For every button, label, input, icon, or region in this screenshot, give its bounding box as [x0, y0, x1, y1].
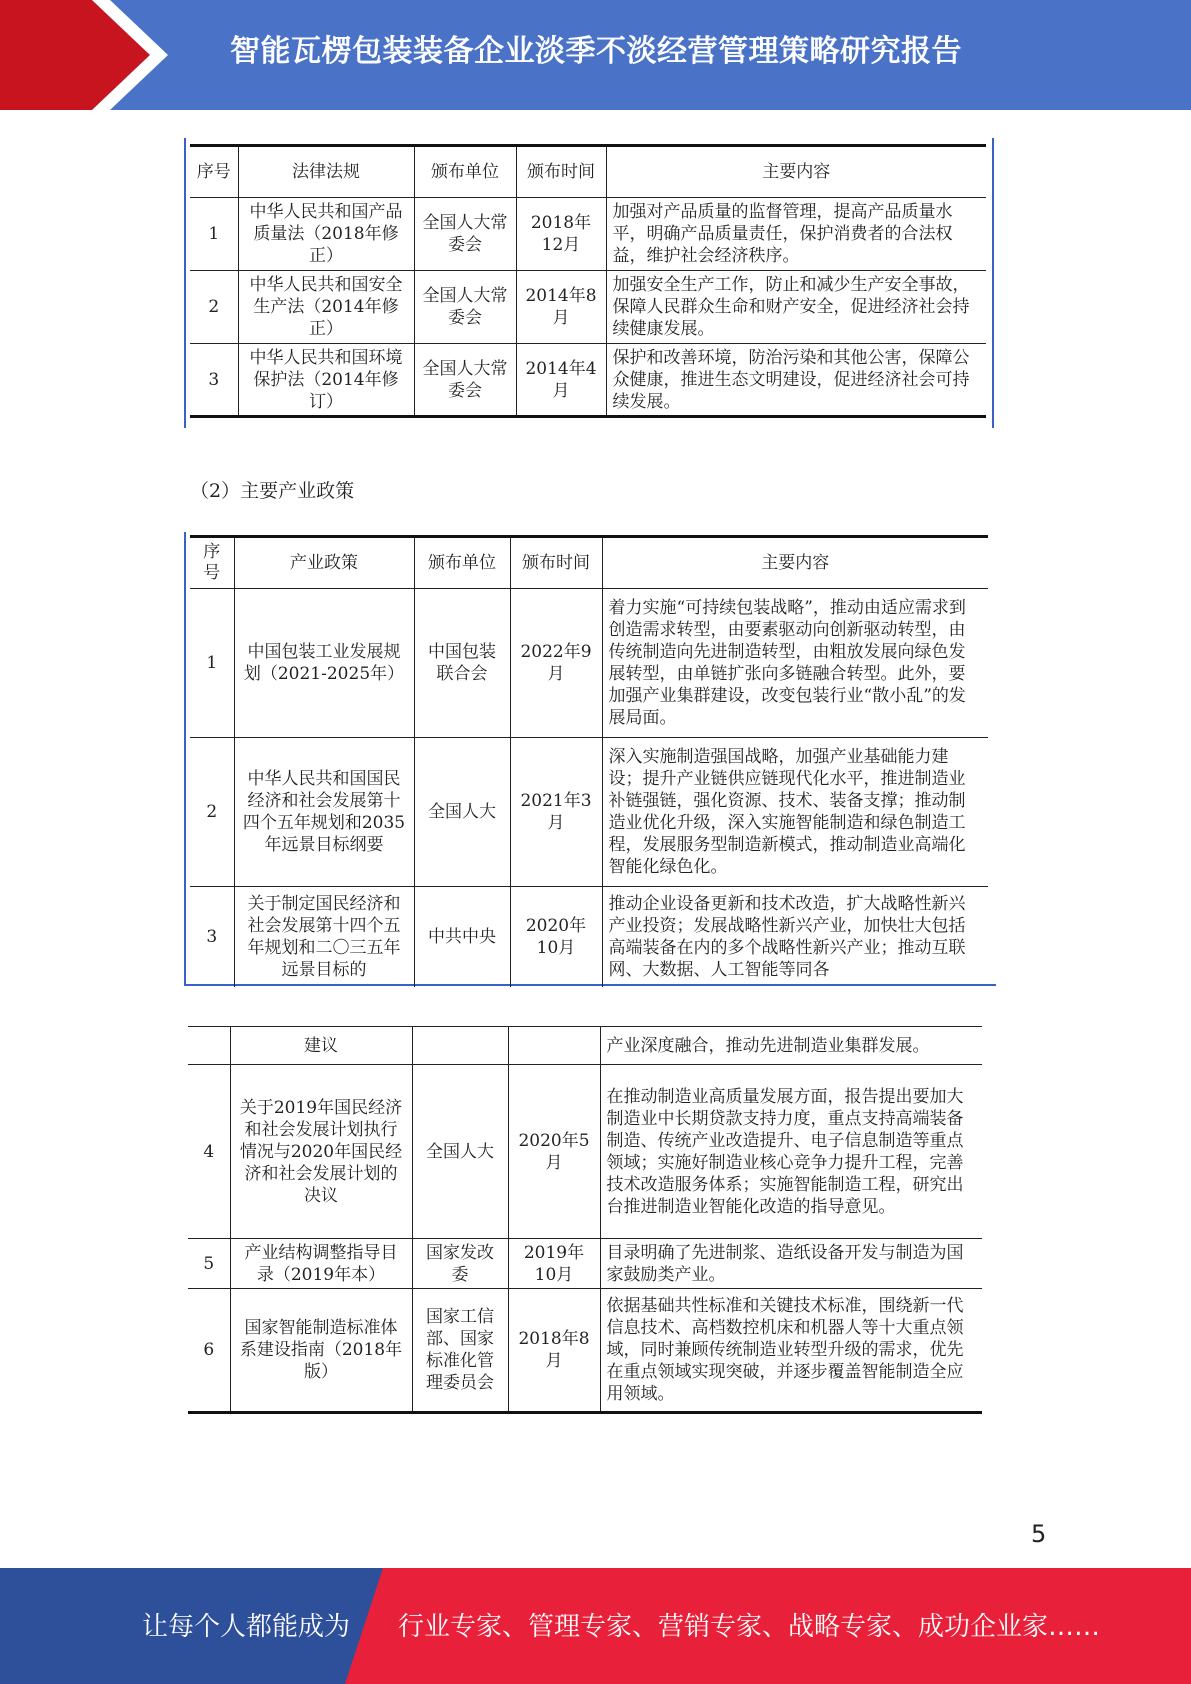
col-header-content: 主要内容 — [602, 537, 988, 589]
table-row — [190, 887, 988, 987]
cell-date: 2018年8月 — [508, 1289, 600, 1413]
page-header — [0, 0, 1191, 110]
cell-date: 2018年12月 — [516, 198, 606, 271]
table-row — [190, 344, 986, 417]
cell-content: 深入实施制造强国战略，加强产业基础能力建设；提升产业链供应链现代化水平，推进制造业补链强链，强化资源、技术、装备支撑；推动制造业优化升级，深入实施智能制造和绿色制造工程，发展服务型制造新模式，推动制造业高端化智能化绿色化。 — [602, 738, 988, 887]
col-header-index: 序号 — [190, 146, 238, 198]
cell-issuer: 中国包装联合会 — [414, 589, 510, 738]
cell-issuer: 国家工信部、国家标准化管理委员会 — [412, 1289, 508, 1413]
cell-index: 3 — [190, 344, 238, 417]
col-header-issuer: 颁布单位 — [414, 537, 510, 589]
cell-issuer: 全国人大 — [412, 1065, 508, 1239]
report-title: 智能瓦楞包装装备企业淡季不淡经营管理策略研究报告 — [230, 34, 962, 69]
cell-content: 目录明确了先进制浆、造纸设备开发与制造为国家鼓励类产业。 — [600, 1239, 982, 1289]
laws-table — [190, 144, 986, 418]
table-row — [190, 198, 986, 271]
cell-content: 加强安全生产工作，防止和减少生产安全事故，保障人民群众生命和财产安全，促进经济社会持续健康发展。 — [606, 271, 986, 344]
cell-date: 2019年10月 — [508, 1239, 600, 1289]
cell-date: 2014年4月 — [516, 344, 606, 417]
col-header-law: 法律法规 — [238, 146, 414, 198]
cell-index: 6 — [188, 1289, 230, 1413]
col-header-content: 主要内容 — [606, 146, 986, 198]
cell-law: 中华人民共和国安全生产法（2014年修正） — [238, 271, 414, 344]
cell-date — [508, 1027, 600, 1065]
table-row — [188, 1289, 982, 1413]
cell-issuer: 全国人大常委会 — [414, 271, 516, 344]
policies-table-continued — [188, 1026, 982, 1414]
cell-policy: 中华人民共和国国民经济和社会发展第十四个五年规划和2035年远景目标纲要 — [234, 738, 414, 887]
cell-law: 中华人民共和国产品质量法（2018年修正） — [238, 198, 414, 271]
col-header-date: 颁布时间 — [510, 537, 602, 589]
cell-law: 中华人民共和国环境保护法（2014年修订） — [238, 344, 414, 417]
cell-content: 依据基础共性标准和关键技术标准，围绕新一代信息技术、高档数控机床和机器人等十大重点领域，同时兼顾传统制造业转型升级的需求，优先在重点领域实现突破，并逐步覆盖智能制造全应用领域。 — [600, 1289, 982, 1413]
cell-index: 4 — [188, 1065, 230, 1239]
cell-issuer — [412, 1027, 508, 1065]
col-header-issuer: 颁布单位 — [414, 146, 516, 198]
table1-right-border — [992, 138, 994, 428]
page-number: 5 — [1031, 1520, 1047, 1548]
table-header-row — [190, 146, 986, 198]
cell-index: 1 — [190, 198, 238, 271]
table-header-row — [190, 537, 988, 589]
cell-content: 着力实施“可持续包装战略”，推动由适应需求到创造需求转型，由要素驱动向创新驱动转型，由传统制造向先进制造转型，由粗放发展向绿色发展转型，由单链扩张向多链融合转型。此外，要加强产业集群建设，改变包装行业“散小乱”的发展局面。 — [602, 589, 988, 738]
cell-index: 2 — [190, 271, 238, 344]
table-row — [188, 1065, 982, 1239]
cell-index: 1 — [190, 589, 234, 738]
cell-issuer: 中共中央 — [414, 887, 510, 987]
table-row — [190, 589, 988, 738]
table-row — [188, 1027, 982, 1065]
section-title: （2）主要产业政策 — [190, 480, 355, 502]
cell-content: 在推动制造业高质量发展方面，报告提出要加大制造业中长期贷款支持力度，重点支持高端装备制造、传统产业改造提升、电子信息制造等重点领域；实施好制造业核心竞争力提升工程，完善技术改造服务体系；实施智能制造工程，研究出台推进制造业智能化改造的指导意见。 — [600, 1065, 982, 1239]
footer-slogan-right: 行业专家、管理专家、营销专家、战略专家、成功企业家…… — [398, 1612, 1101, 1642]
cell-policy: 建议 — [230, 1027, 412, 1065]
table-row — [188, 1239, 982, 1289]
col-header-date: 颁布时间 — [516, 146, 606, 198]
cell-policy: 中国包装工业发展规划（2021-2025年） — [234, 589, 414, 738]
cell-content: 加强对产品质量的监督管理，提高产品质量水平，明确产品质量责任，保护消费者的合法权益，维护社会经济秩序。 — [606, 198, 986, 271]
cell-date: 2021年3月 — [510, 738, 602, 887]
table-row — [190, 271, 986, 344]
col-header-policy: 产业政策 — [234, 537, 414, 589]
cell-issuer: 全国人大常委会 — [414, 344, 516, 417]
cell-date: 2014年8月 — [516, 271, 606, 344]
cell-index: 2 — [190, 738, 234, 887]
cell-issuer: 全国人大常委会 — [414, 198, 516, 271]
cell-policy: 关于2019年国民经济和社会发展计划执行情况与2020年国民经济和社会发展计划的决议 — [230, 1065, 412, 1239]
footer-slogan-left: 让每个人都能成为 — [142, 1612, 351, 1642]
cell-index — [188, 1027, 230, 1065]
table2-left-border — [184, 532, 186, 986]
cell-issuer: 全国人大 — [414, 738, 510, 887]
cell-content: 推动企业设备更新和技术改造，扩大战略性新兴产业投资；发展战略性新兴产业，加快壮大包括高端装备在内的多个战略性新兴产业；推动互联网、大数据、人工智能等同各 — [602, 887, 988, 987]
cell-date: 2020年10月 — [510, 887, 602, 987]
cell-date: 2022年9月 — [510, 589, 602, 738]
table-row — [190, 738, 988, 887]
cell-date: 2020年5月 — [508, 1065, 600, 1239]
cell-policy: 产业结构调整指导目录（2019年本） — [230, 1239, 412, 1289]
page-footer — [0, 1568, 1191, 1684]
cell-index: 3 — [190, 887, 234, 987]
cell-content: 产业深度融合，推动先进制造业集群发展。 — [600, 1027, 982, 1065]
cell-index: 5 — [188, 1239, 230, 1289]
policies-table — [190, 535, 988, 987]
cell-policy: 关于制定国民经济和社会发展第十四个五年规划和二〇三五年远景目标的 — [234, 887, 414, 987]
col-header-index: 序号 — [190, 537, 234, 589]
cell-content: 保护和改善环境，防治污染和其他公害，保障公众健康，推进生态文明建设，促进经济社会可持续发展。 — [606, 344, 986, 417]
table1-left-border — [184, 138, 186, 428]
cell-issuer: 国家发改委 — [412, 1239, 508, 1289]
cell-policy: 国家智能制造标准体系建设指南（2018年版） — [230, 1289, 412, 1413]
